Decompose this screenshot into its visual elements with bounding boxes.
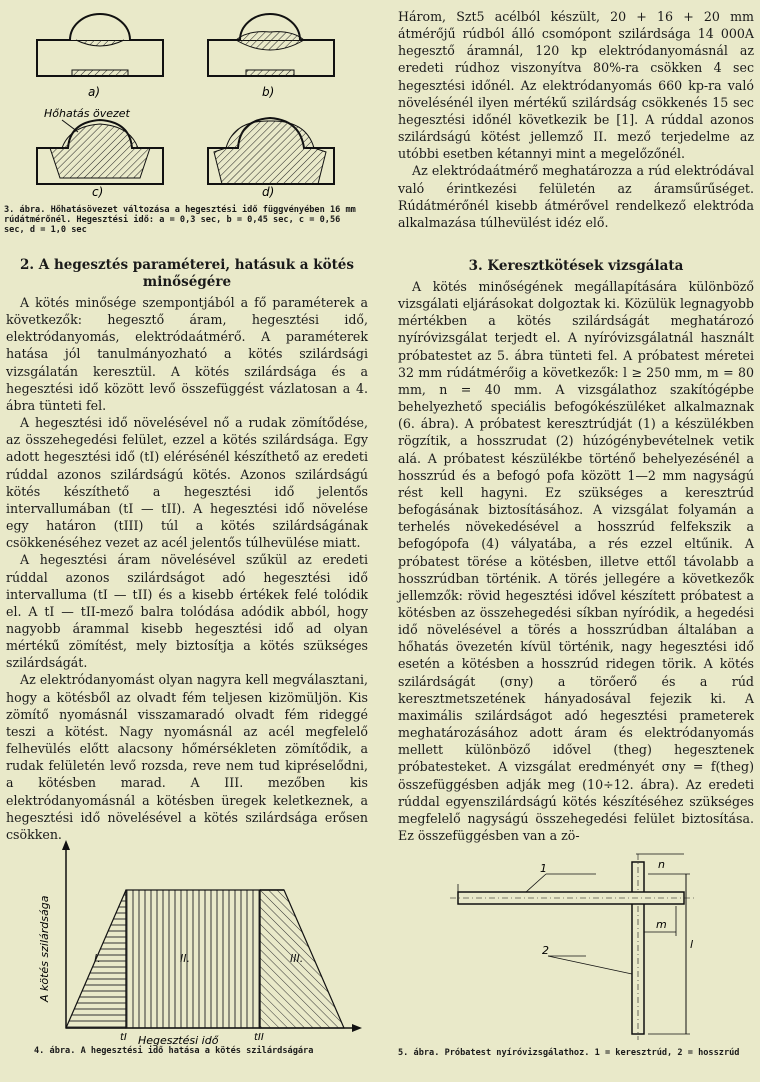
- paragraph: Három, Szt5 acélból készült, 20 + 16 + 20 mm átmérőjű rúdból álló csomópont szilárdsága 14 000A hegesztő áramnál, 120 kp elektródanyomásnál az eredeti rúdhoz viszonyítva 80%-ra csökken 4 sec hegesztési időnél. Az elektródanyomás 660 kp-ra való növelésénél ilyen mértékű szilárdság csökkenés 15 sec hegesztési időnél következik be [1]. A rúddal azonos szilárdságú kötést jellemző II. mező terjedelme az utóbbi esetben kétannyi mint a megelőzőnél.: [398, 9, 754, 162]
- paragraph: Az elektródanyomást olyan nagyra kell megválasztani, hogy a kötésből az olvadt fém teljesen kizömüljön. Kis zömítő nyomásnál visszamaradó olvadt fém rideggé teszi a kötést. Nagy nyomásnál az acél megfelelő felhevülés előtt alacsony hőmérsékleten zömítődik, a rudak felületén levő rozsda, reve nem tud kipréselődni, a kötésben marad. A III. mezőben kis elektródanyomásnál a kötésben üregek keletkeznek, a hegesztési idő növelésével a kötés szilárdsága erősen csökken.: [6, 672, 368, 842]
- section-heading: 3. Keresztkötések vizsgálata: [468, 258, 684, 274]
- fig5-dim-l: l: [690, 938, 694, 951]
- fig3-caption: 3. ábra. Hőhatásövezet változása a hegesztési idő függvényében 16 mm rúdátmérőnél. Hegesztési idő: a = 0,3 sec, b = 0,45 sec, c = 0,56 sec, d = 1,0 sec: [4, 205, 356, 235]
- fig4-tick-t1: tI: [120, 1032, 127, 1043]
- paragraph: A hegesztési áram növelésével szűkül az eredeti rúddal azonos szilárdságot adó hegesztési idő intervalluma (tI — tII) és a kisebb értékek felé tolódik el. A tI — tII-mező balra tolódása adódik abból, hogy nagyobb árammal kisebb hegesztési idő ad olyan mértékű zömítést, mely biztosítja a kötés szükséges szilárdságát.: [6, 552, 368, 671]
- figure-4-chart: [4, 838, 364, 1056]
- fig5-callout-2: 2: [542, 944, 549, 957]
- figure-5-drawing: [436, 844, 756, 1044]
- fig3-panel-a: [37, 14, 163, 76]
- fig4-region-2: [126, 890, 260, 1028]
- fig5-dim-n: n: [658, 858, 665, 871]
- fig4-caption: 4. ábra. A hegesztési idő hatása a kötés szilárdságára: [34, 1046, 314, 1056]
- fig4-y-axis-label: A kötés szilárdsága: [38, 895, 51, 1002]
- fig5-callout-1: 1: [540, 862, 547, 875]
- fig4-region-label-3: III.: [290, 952, 304, 965]
- fig5-dim-m: m: [656, 918, 667, 931]
- fig3-panel-d: [208, 118, 334, 184]
- fig5-caption: 5. ábra. Próbatest nyíróvizsgálathoz. 1 = keresztrúd, 2 = hosszrúd: [398, 1048, 740, 1058]
- fig4-region-label-2: II.: [180, 952, 190, 965]
- fig4-x-axis-label: Hegesztési idő: [138, 1034, 219, 1047]
- fig3-label-b: b): [262, 85, 275, 99]
- section-3: [398, 258, 754, 844]
- fig3-label-a: a): [88, 85, 101, 99]
- paragraph: A kötés minőségének megállapítására különböző vizsgálati eljárásokat dolgoztak ki. Közülük legnagyobb mértékben a kötés szilárdságát meghatározó nyíróvizsgálat terjedt el. A nyíróvizsgálatnál használt próbatestet az 5. ábra tünteti fel. A próbatest méretei 32 mm rúdátmérőig a következők: l ≥ 250 mm, m = 80 mm, n = 40 mm. A vizsgálathoz szakítógépbe behelyezhető speciális befogókészüléket alkalmaznak (6. ábra). A próbatest keresztrúdját (1) a készülékben rögzítik, a hosszrudat (2) húzógénybevételnek vetik alá. A próbatest készülékbe történő behelyezésénél a hosszrúd és a befogó pofa között 1—2 mm nagyságú rést kell hagyni. Ez szükséges a keresztrúd befogásának biztosításához. A vizsgálat folyamán a terhelés növekedésével a hosszrúd felfekszik a befogópofa (4) vályatába, a rés ezzel eltűnik. A próbatest törése a kötésben, illetve ettől távolabb a hosszrúdban történik. A törés jellegére a következők jellemzők: rövid hegesztési idővel készített próbatest a kötésben az összehegedési síkban nyíródik, a hegedési idő növelésével a törés a hosszrúdban általában a hőhatás övezetén kívül történik, nagy hegesztési idő esetén a kötésben a hosszrúd ridegen törik. A kötés szilárdságát (σny) a törőerő és a rúd keresztmetszetének hányadosával fejezik ki. A maximális szilárdságot adó hegesztési prameterek meghatározásához adott áram és elektródanyomás mellett különböző idővel (theg) hegesztenek próbatesteket. A vizsgálat eredményét σny = f(theg) összefüggésben adják meg (10÷12. ábra). Az eredeti rúddal egyenszilárdságú kötés készítéséhez szükséges megfelelő nagyságú összehegedési felület biztosítása. Ez összefüggésben van a zö-: [398, 279, 754, 843]
- right-column-top: [398, 8, 754, 231]
- figure-3-drawing: [0, 0, 380, 210]
- fig3-label-c: c): [92, 185, 104, 199]
- section-2: [6, 257, 368, 843]
- paragraph: A hegesztési idő növelésével nő a rudak zömítődése, az összehegedési felület, ezzel a kötés szilárdsága. Egy adott hegesztési idő (tI) elérésénél készíthető az eredeti rúddal azonos szilárdságú kötés. Azonos szilárdságú kötés készíthető a hegesztési idő jelentős intervallumában (tI — tII). A hegesztési idő növelése egy határon (tIII) túl a kötés szilárdságának csökkenéséhez vezet az acél jelentős túlhevülése miatt.: [6, 415, 368, 551]
- paragraph: A kötés minősége szempontjából a fő paraméterek a következők: hegesztő áram, hegesztési idő, elektródanyomás, elektródaátmérő. A paraméterek hatása jól tanulmányozható a kötés szilárdsági vizsgálatán keresztül. A kötés szilárdsága és a hegesztési idő között levő összefüggést vázlatosan a 4. ábra tünteti fel.: [6, 295, 368, 413]
- section-heading: 2. A hegesztés paraméterei, hatásuk a kötés minőségére: [19, 257, 354, 290]
- fig3-panel-b: [208, 14, 334, 76]
- fig3-panel-c: [37, 120, 163, 184]
- fig4-region-label-1: I.: [94, 952, 101, 965]
- paragraph: Az elektródaátmérő meghatározza a rúd elektródával való érintkezési felületén az áramsűrűséget. Rúdátmérőnél kisebb átmérővel rendelkező elektróda alkalmazása túlhevülést idéz elő.: [398, 163, 754, 230]
- fig3-zone-label: Hőhatás övezet: [44, 107, 130, 120]
- fig3-label-d: d): [262, 185, 275, 199]
- fig4-tick-t2: tII: [254, 1032, 264, 1043]
